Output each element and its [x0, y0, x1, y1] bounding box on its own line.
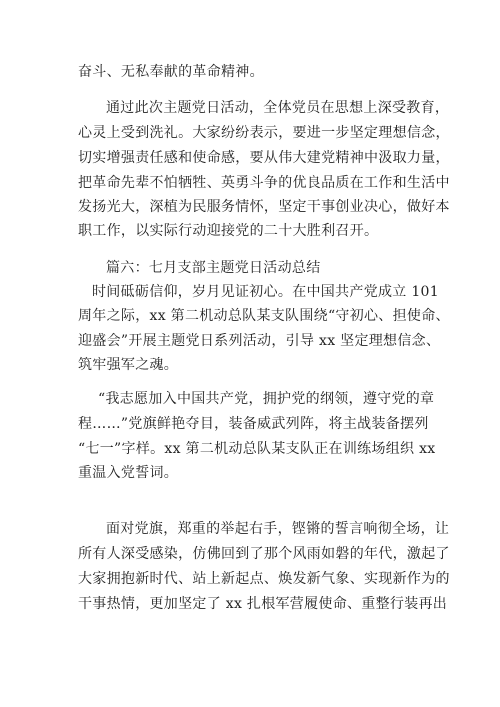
text-line: 所有人深受感染，仿佛回到了那个风雨如磐的年代，激起了 [78, 546, 450, 562]
text-line: 心灵上受到洗礼。大家纷纷表示，要进一步坚定理想信念， [78, 125, 450, 141]
text-line: “七一”字样。xx 第二机动总队某支队正在训练场组织 xx [78, 441, 436, 457]
text-line: 周年之际，xx 第二机动总队某支队围绕“守初心、担使命、 [78, 308, 450, 324]
text-line: 时间砥砺信仰，岁月见证初心。在中国共产党成立 101 [92, 284, 439, 300]
text-line: 重温入党誓词。 [78, 465, 179, 481]
text-line: 大家拥抱新时代、站上新起点、焕发新气象、实现新作为的 [78, 571, 450, 587]
text-line: 干事热情，更加坚定了 xx 扎根军营履使命、重整行装再出 [78, 596, 448, 612]
text-line: 切实增强责任感和使命感，要从伟大建党精神中汲取力量， [78, 150, 450, 166]
text-line: 筑牢强军之魂。 [78, 357, 179, 373]
text-line: 发扬光大，深植为民服务情怀，坚定干事创业决心，做好本 [78, 199, 450, 215]
text-line: 职工作，以实际行动迎接党的二十大胜利召开。 [78, 223, 379, 239]
text-line: 迎盛会”开展主题党日系列活动，引导 xx 坚定理想信念、 [78, 333, 441, 349]
text-line: 程……”党旗鲜艳夺目，装备威武列阵，将主战装备摆列 [78, 416, 429, 432]
text-line: 通过此次主题党日活动，全体党员在思想上深受教育， [106, 100, 450, 116]
text-line: 面对党旗，郑重的举起右手，铿锵的誓言响彻全场，让 [106, 521, 450, 537]
text-line: 奋斗、无私奉献的革命精神。 [78, 64, 264, 80]
section-heading: 篇六：七月支部主题党日活动总结 [106, 260, 321, 276]
text-line: 把革命先辈不怕牺牲、英勇斗争的优良品质在工作和生活中 [78, 175, 450, 191]
text-line: “我志愿加入中国共产党，拥护党的纲领，遵守党的章 [98, 391, 435, 407]
